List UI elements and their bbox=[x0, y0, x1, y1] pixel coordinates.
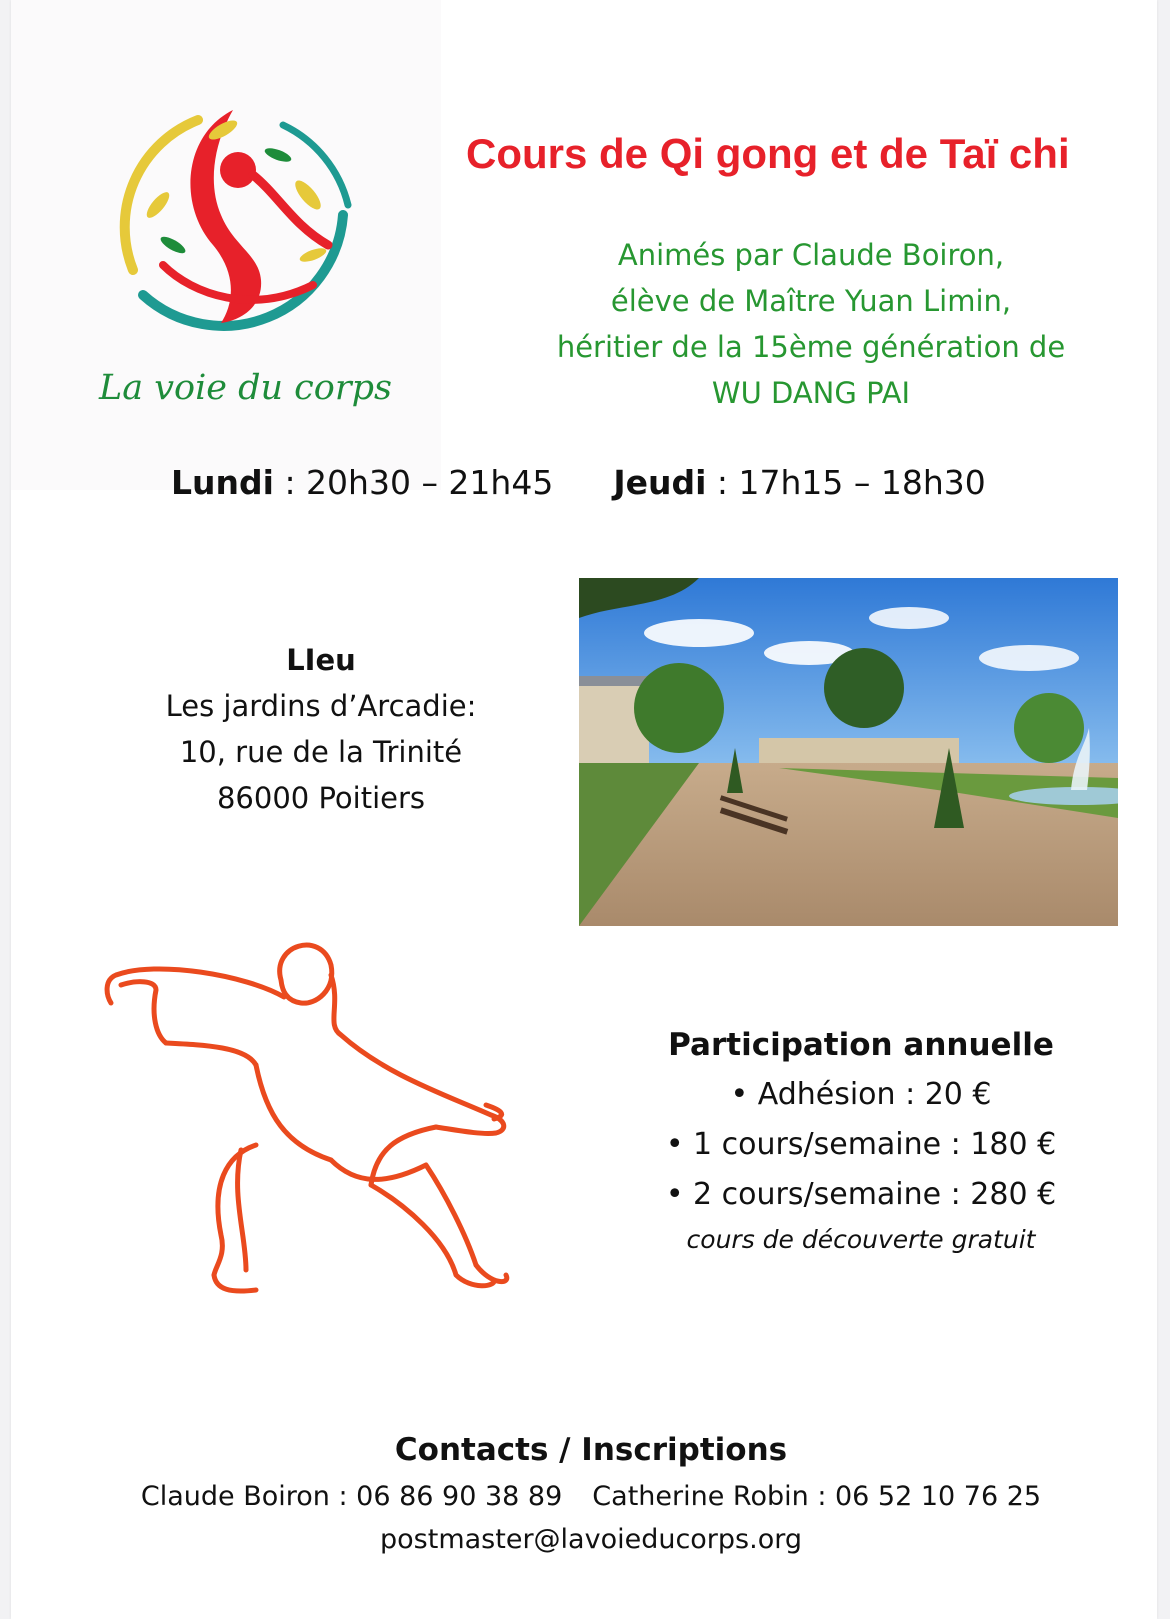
logo-text: La voie du corps bbox=[99, 368, 392, 408]
logo-area bbox=[11, 0, 441, 490]
la-voie-du-corps-logo bbox=[103, 95, 363, 355]
subtitle-line: Animés par Claude Boiron, bbox=[617, 238, 1005, 272]
contacts-heading: Contacts / Inscriptions bbox=[394, 1432, 788, 1468]
subtitle bbox=[481, 232, 1141, 416]
location-line: Les jardins d’Arcadie: bbox=[165, 689, 477, 723]
monday-time: : 20h30 – 21h45 bbox=[273, 463, 554, 502]
tai-chi-figure-drawing bbox=[96, 935, 536, 1315]
price-item: • 1 cours/semaine : 180 € bbox=[665, 1127, 1057, 1162]
garden-photo bbox=[579, 578, 1118, 926]
location-heading: LIeu bbox=[286, 643, 356, 677]
thursday-label: Jeudi bbox=[613, 463, 707, 502]
contacts-block bbox=[71, 1425, 1111, 1561]
contact-email[interactable]: postmaster@lavoieducorps.org bbox=[380, 1524, 802, 1555]
price-item: • 2 cours/semaine : 280 € bbox=[665, 1177, 1057, 1212]
subtitle-line: héritier de la 15ème génération de bbox=[556, 330, 1066, 364]
contact-claude: Claude Boiron : 06 86 90 38 89 bbox=[140, 1481, 563, 1512]
schedule bbox=[171, 463, 1051, 502]
location-block bbox=[111, 637, 531, 821]
subtitle-line: élève de Maître Yuan Limin, bbox=[610, 284, 1012, 318]
location-line: 86000 Poitiers bbox=[216, 781, 426, 815]
thursday-time: : 17h15 – 18h30 bbox=[706, 463, 986, 502]
price-item: • Adhésion : 20 € bbox=[730, 1077, 992, 1112]
free-trial-note: cours de découverte gratuit bbox=[686, 1225, 1036, 1254]
subtitle-line: WU DANG PAI bbox=[711, 376, 911, 410]
monday-label: Lundi bbox=[171, 463, 274, 502]
participation-block bbox=[611, 1020, 1111, 1260]
flyer-page bbox=[11, 0, 1157, 1619]
contacts-phones bbox=[71, 1475, 1111, 1518]
page-title: Cours de Qi gong et de Taï chi bbox=[466, 130, 1070, 177]
participation-heading: Participation annuelle bbox=[668, 1027, 1054, 1063]
contact-catherine: Catherine Robin : 06 52 10 76 25 bbox=[592, 1481, 1042, 1512]
location-line: 10, rue de la Trinité bbox=[179, 735, 463, 769]
